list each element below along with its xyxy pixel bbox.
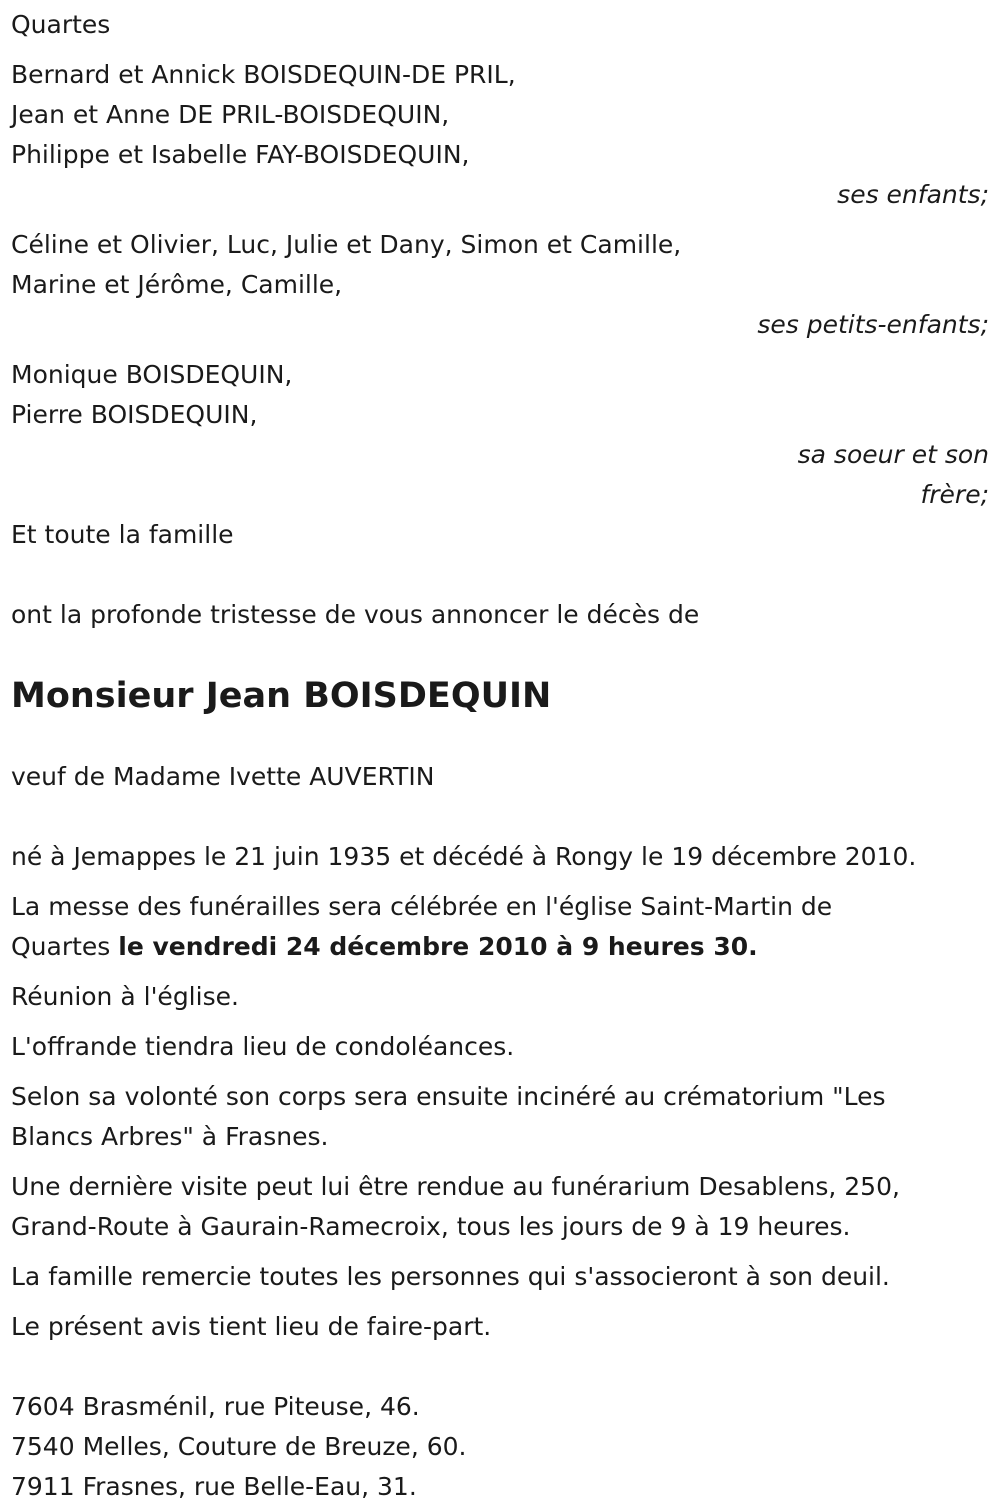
funeral-line2 (11, 927, 990, 967)
child-name: Jean et Anne DE PRIL-BOISDEQUIN, (11, 100, 450, 129)
town-name: Quartes (11, 10, 111, 39)
visit-line1: Une dernière visite peut lui être rendue au funérarium Desablens, 250, (11, 1172, 900, 1201)
thanks-line: La famille remercie toutes les personnes qui s'associeront à son deuil. (11, 1262, 890, 1291)
address: 7911 Frasnes, rue Belle-Eau, 31. (11, 1472, 417, 1501)
grandchildren-relation: ses petits-enfants; (757, 310, 989, 339)
visit-info (11, 1167, 990, 1247)
children-block (11, 55, 990, 215)
announcement: ont la profonde tristesse de vous annoncer le décès de (11, 600, 700, 629)
cremation-line1: Selon sa volonté son corps sera ensuite incinéré au crématorium "Les (11, 1082, 886, 1111)
siblings-relation-line1: sa soeur et son (797, 440, 989, 469)
address: 7604 Brasménil, rue Piteuse, 46. (11, 1392, 420, 1421)
sibling-name: Monique BOISDEQUIN, (11, 360, 293, 389)
widower-line: veuf de Madame Ivette AUVERTIN (11, 762, 435, 791)
cremation-line2: Blancs Arbres" à Frasnes. (11, 1122, 329, 1151)
addresses-block (11, 1387, 990, 1507)
meeting-info: Réunion à l'église. (11, 982, 239, 1011)
address: 7540 Melles, Couture de Breuze, 60. (11, 1432, 467, 1461)
family-line: Et toute la famille (11, 520, 234, 549)
offering-info: L'offrande tiendra lieu de condoléances. (11, 1032, 515, 1061)
grandchild-names: Marine et Jérôme, Camille, (11, 270, 343, 299)
sibling-name: Pierre BOISDEQUIN, (11, 400, 258, 429)
deceased-name: Monsieur Jean BOISDEQUIN (11, 676, 552, 716)
grandchild-names: Céline et Olivier, Luc, Julie et Dany, Simon et Camille, (11, 230, 682, 259)
child-name: Bernard et Annick BOISDEQUIN-DE PRIL, (11, 60, 516, 89)
children-relation: ses enfants; (837, 180, 989, 209)
grandchildren-block (11, 225, 990, 345)
child-name: Philippe et Isabelle FAY-BOISDEQUIN, (11, 140, 470, 169)
funeral-line1: La messe des funérailles sera célébrée en l'église Saint-Martin de (11, 892, 833, 921)
birth-death: né à Jemappes le 21 juin 1935 et décédé à Rongy le 19 décembre 2010. (11, 842, 917, 871)
cremation-info (11, 1077, 990, 1157)
funeral-info (11, 887, 990, 967)
funeral-line2-start: Quartes (11, 932, 119, 961)
funeral-date-time: le vendredi 24 décembre 2010 à 9 heures 30. (118, 932, 758, 961)
notice-line: Le présent avis tient lieu de faire-part. (11, 1312, 492, 1341)
siblings-block (11, 355, 990, 515)
visit-line2: Grand-Route à Gaurain-Ramecroix, tous les jours de 9 à 19 heures. (11, 1212, 851, 1241)
siblings-relation-line2: frère; (920, 480, 989, 509)
